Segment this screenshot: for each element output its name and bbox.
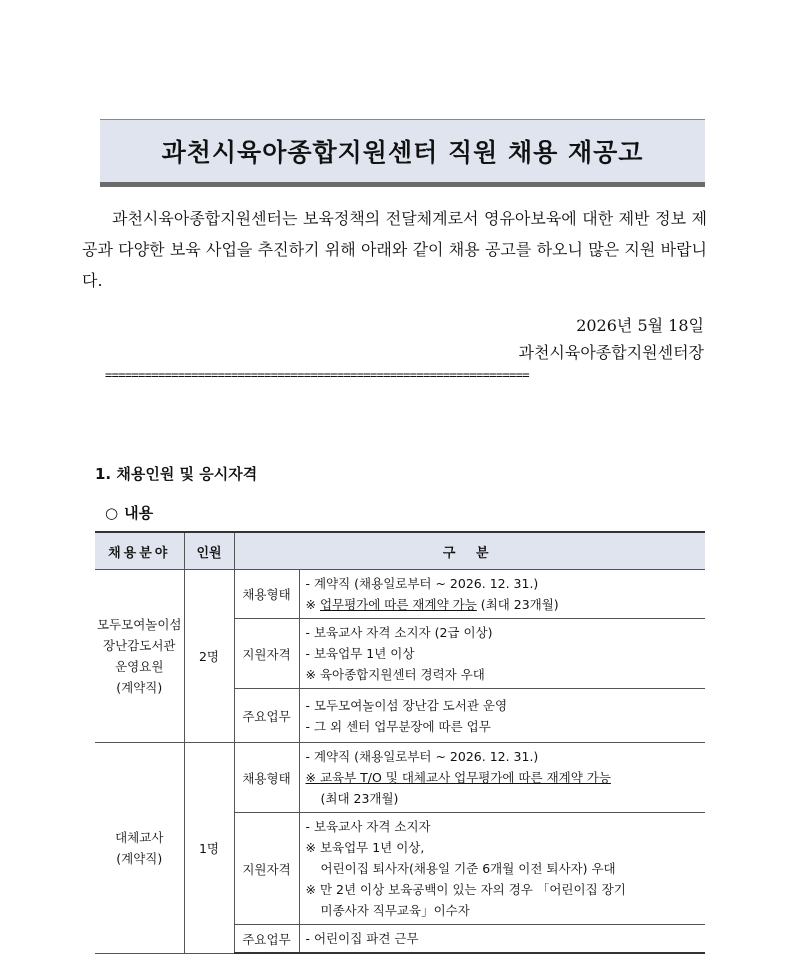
title-banner: [100, 119, 705, 187]
field-cell: 대체교사 (계약직): [95, 743, 184, 954]
table-row: [95, 743, 705, 813]
intro-text: 과천시육아종합지원센터는 보육정책의 전달체계로서 영유아보육에 대한 제반 정보 제공과 다양한 보육 사업을 추진하기 위해 아래와 같이 채용 공고를 하오니 많은 지원 바랍니다.: [82, 209, 707, 290]
subsection-label: 내용: [124, 504, 154, 522]
intro-paragraph: [82, 203, 707, 296]
label-main-duties: 주요업무: [234, 689, 299, 743]
main-duties-cell: - 모두모여놀이섬 장난감 도서관 운영 - 그 외 센터 업무분장에 따른 업무: [299, 689, 705, 743]
label-qualification: 지원자격: [234, 813, 299, 925]
qualification-cell: - 보육교사 자격 소지자 ※ 보육업무 1년 이상, 어린이집 퇴사자(채용일 기준 6개월 이전 퇴사자) 우대 ※ 만 2년 이상 보육공백이 있는 자의 경우 「어린이집 장기 미종사자 직무교육」이수자: [299, 813, 705, 925]
label-qualification: 지원자격: [234, 619, 299, 689]
label-main-duties: 주요업무: [234, 925, 299, 954]
circle-bullet-icon: ○: [105, 504, 119, 522]
employment-type-cell: - 계약직 (채용일로부터 ~ 2026. 12. 31.) ※ 업무평가에 따른 재계약 가능 (최대 23개월): [299, 570, 705, 619]
employment-type-cell: - 계약직 (채용일로부터 ~ 2026. 12. 31.) ※ 교육부 T/O 및 대체교사 업무평가에 따른 재계약 가능 (최대 23개월): [299, 743, 705, 813]
qualification-cell: - 보육교사 자격 소지자 (2급 이상) - 보육업무 1년 이상 ※ 육아종합지원센터 경력자 우대: [299, 619, 705, 689]
page-title: 과천시육아종합지원센터 직원 채용 재공고: [161, 138, 644, 167]
section-heading: 1. 채용인원 및 응시자격: [95, 465, 258, 483]
main-duties-cell: - 어린이집 파견 근무: [299, 925, 705, 954]
recruitment-table: [95, 531, 705, 954]
header-category: 구 분: [234, 532, 705, 570]
subsection-heading: [105, 502, 153, 523]
table-row: [95, 570, 705, 619]
headcount-cell: 2명: [184, 570, 234, 743]
table-header-row: [95, 532, 705, 570]
position-block: [95, 570, 705, 743]
headcount-cell: 1명: [184, 743, 234, 954]
header-headcount: 인원: [184, 532, 234, 570]
announcement-date: 2026년 5월 18일: [576, 316, 704, 335]
label-employment-type: 채용형태: [234, 743, 299, 813]
divider-line: ================================================================: [105, 368, 529, 382]
label-employment-type: 채용형태: [234, 570, 299, 619]
field-cell: 모두모여놀이섬 장난감도서관 운영요원 (계약직): [95, 570, 184, 743]
position-block: [95, 743, 705, 954]
issuer-name: 과천시육아종합지원센터장: [518, 343, 704, 362]
header-field: 채용분야: [95, 532, 184, 570]
